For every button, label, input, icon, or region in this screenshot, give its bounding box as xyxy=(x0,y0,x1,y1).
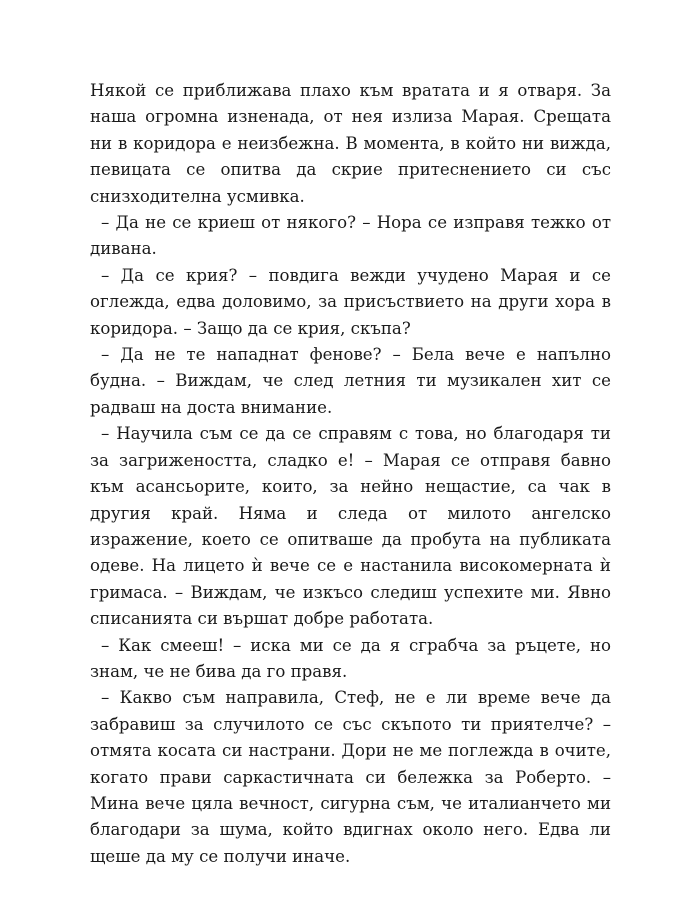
paragraph-6: – Как смееш! – иска ми се да я сграбча за ръцете, но знам, че не бива да го правя. xyxy=(90,635,611,681)
paragraph-7: – Какво съм направила, Стеф, не е ли време вече да забравиш за случилото се със скъпото ти приятелче? – отмята косата си настрани. Дори не ме поглежда в очите, когато прави саркастичната си бележка за Роберто. – Мина вече цяла вечност, сигурна съм, че италианчето ми благодари за шума, който вдигнах около него. Едва ли щеше да му се получи иначе. xyxy=(90,688,611,866)
paragraph-4: – Да не те нападнат фенове? – Бела вече е напълно будна. – Виждам, че след летния ти музикален хит се радваш на доста внимание. xyxy=(90,345,611,417)
paragraph-3: – Да се крия? – повдига вежди учудено Марая и се оглежда, едва доловимо, за присъствието на други хора в коридора. – Защо да се крия, скъпа? xyxy=(90,265,611,338)
paragraph-5: – Научила съм се да се справям с това, но благодаря ти за загрижеността, сладко е! – Марая се отправя бавно към асансьорите, които, за нейно нещастие, са чак в другия край. Няма и следа от милото ангелско изражение, което се опитваше да пробута на публиката одеве. На лицето ѝ вече се е настанила високомерната ѝ гримаса. – Виждам, че изкъсо следиш успехите ми. Явно списанията си вършат добре работата. xyxy=(90,424,611,629)
page-body xyxy=(90,78,611,870)
paragraph-2: – Да не се криеш от някого? – Нора се изправя тежко от дивана. xyxy=(90,213,611,259)
paragraph-1: Някой се приближава плахо към вратата и я отваря. За наша огромна изненада, от нея излиза Марая. Срещата ни в коридора е неизбежна. В момента, в който ни вижда, певицата се опитва да скрие притеснението си със снизходителна усмивка. xyxy=(90,81,611,206)
